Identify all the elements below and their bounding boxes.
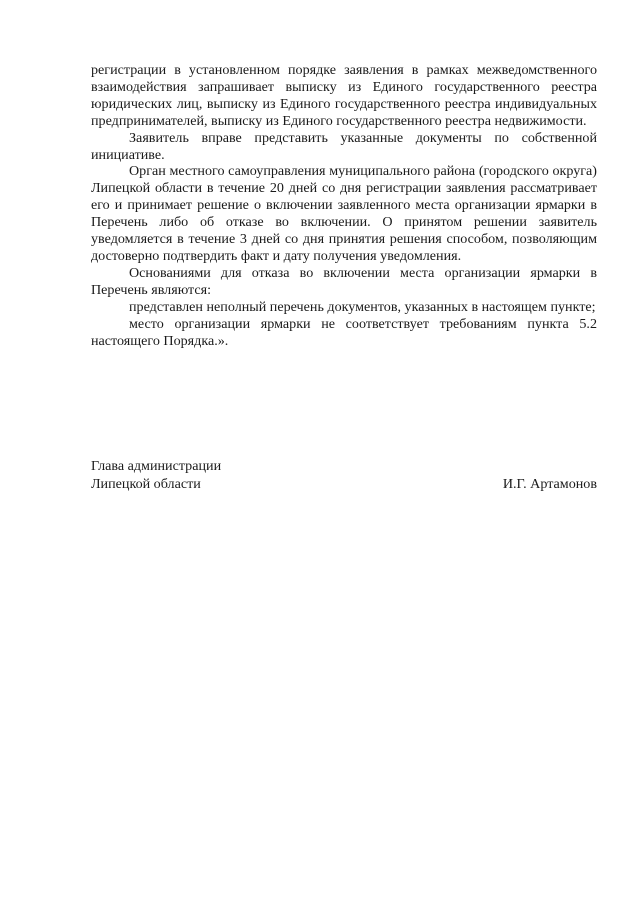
signatory-name: И.Г. Артамонов — [502, 476, 597, 492]
paragraph-decision-procedure: Орган местного самоуправления муниципального района (городского округа) Липецкой области в течение 20 дней со дня регистрации заявления рассматривает его и принимает решение о включении заявленного места организации ярмарки в Перечень либо об отказе во включении. О принятом решении заявитель уведомляется в течение 3 дней со дня принятия решения способом, позволяющим достоверно подтвердить факт и дату получения уведомления. — [91, 163, 597, 264]
paragraph-refusal-requirements-mismatch: место организации ярмарки не соответствует требованиям пункта 5.2 настоящего Порядка.». — [91, 315, 597, 349]
signature-row — [91, 475, 597, 493]
paragraph-refusal-incomplete-documents: представлен неполный перечень документов, указанных в настоящем пункте; — [129, 298, 596, 315]
signature-block — [91, 457, 597, 493]
paragraph-registration-continued: регистрации в установленном порядке заявления в рамках межведомственного взаимодействия запрашивает выписку из Единого государственного реестра юридических лиц, выписку из Единого государственного реестра индивидуальных предпринимателей, выписку из Единого государственного реестра недвижимости. — [91, 62, 597, 129]
paragraph-applicant-right: Заявитель вправе представить указанные документы по собственной инициативе. — [91, 129, 597, 163]
signatory-position-line1: Глава администрации — [91, 458, 222, 474]
document-body — [91, 62, 597, 349]
signatory-position-line2: Липецкой области — [91, 476, 201, 492]
paragraph-refusal-grounds: Основаниями для отказа во включении места организации ярмарки в Перечень являются: — [91, 264, 597, 298]
